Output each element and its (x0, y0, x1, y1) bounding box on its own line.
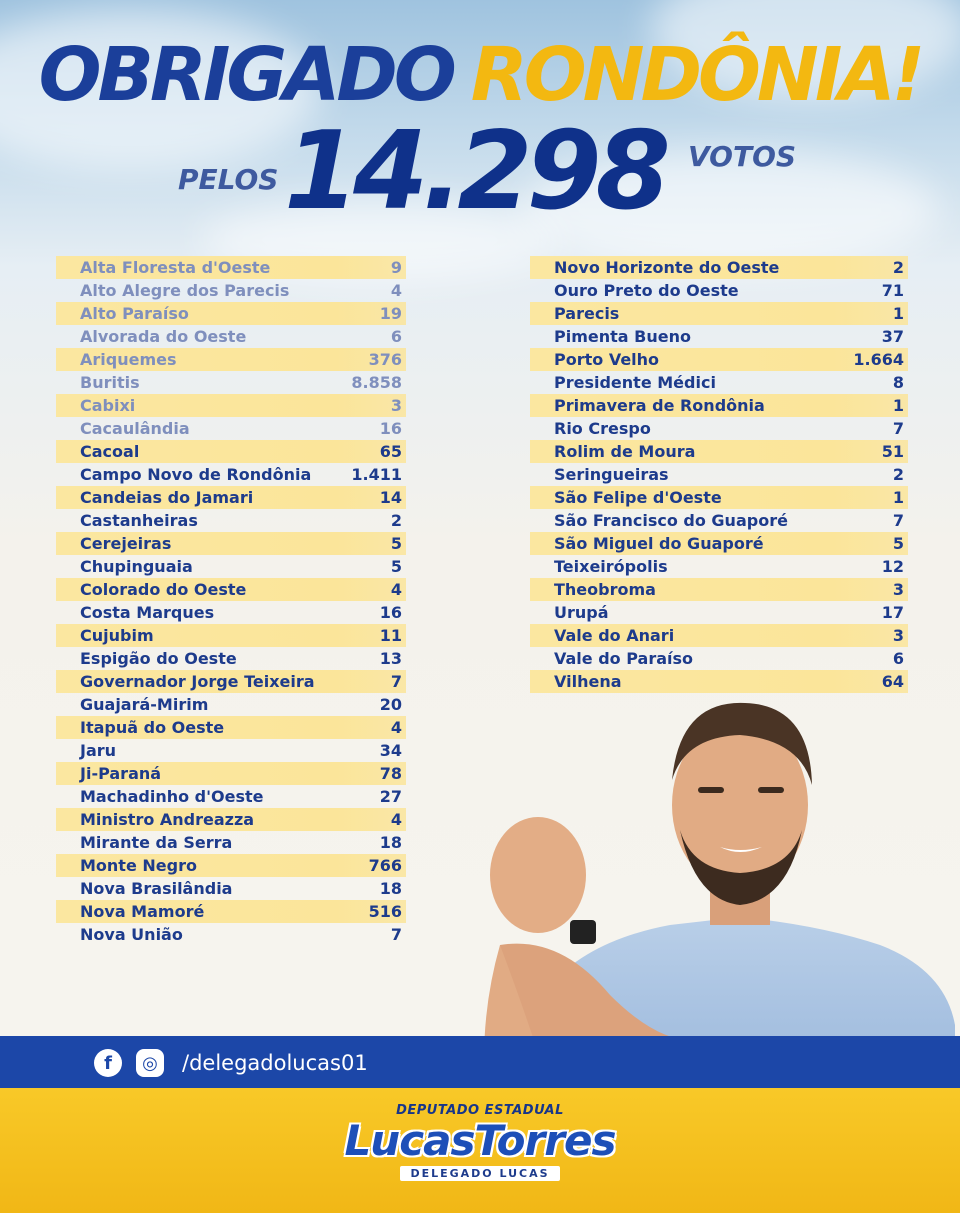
list-item (56, 555, 406, 578)
candidate-logo (330, 1103, 630, 1199)
pelos-label: PELOS (178, 163, 279, 196)
vote-count: 18 (379, 833, 402, 852)
city-name: Ouro Preto do Oeste (554, 281, 739, 300)
list-item (56, 601, 406, 624)
vote-count: 64 (881, 672, 904, 691)
city-name: Itapuã do Oeste (80, 718, 225, 737)
city-name: São Felipe d'Oeste (554, 488, 722, 507)
vote-count: 7 (892, 419, 904, 438)
city-name: Cujubim (80, 626, 154, 645)
vote-count: 34 (379, 741, 402, 760)
vote-count: 17 (881, 603, 904, 622)
vote-count: 8 (892, 373, 904, 392)
city-name: Castanheiras (80, 511, 198, 530)
list-item (56, 716, 406, 739)
list-item (530, 578, 908, 601)
vote-count: 766 (368, 856, 402, 875)
list-item (56, 762, 406, 785)
city-name: Espigão do Oeste (80, 649, 237, 668)
list-item (530, 371, 908, 394)
list-item (56, 371, 406, 394)
list-item (530, 325, 908, 348)
city-name: Alvorada do Oeste (80, 327, 247, 346)
vote-count: 7 (390, 672, 402, 691)
city-name: Nova União (80, 925, 183, 944)
vote-count: 1 (892, 488, 904, 507)
vote-count: 1 (892, 396, 904, 415)
list-item (56, 394, 406, 417)
vote-count: 18 (379, 879, 402, 898)
city-name: Monte Negro (80, 856, 197, 875)
vote-count: 14 (379, 488, 402, 507)
list-item (56, 739, 406, 762)
city-name: Cacoal (80, 442, 140, 461)
vote-count: 1 (892, 304, 904, 323)
city-name: Alto Paraíso (80, 304, 189, 323)
city-name: Candeias do Jamari (80, 488, 254, 507)
list-item (56, 785, 406, 808)
city-name: Cabixi (80, 396, 136, 415)
votes-list-right (530, 256, 908, 693)
logo-name: LucasTorres (344, 1116, 616, 1165)
city-name: São Miguel do Guaporé (554, 534, 764, 553)
city-name: Jaru (80, 741, 117, 760)
list-item (530, 601, 908, 624)
vote-count: 5 (892, 534, 904, 553)
vote-count: 4 (390, 281, 402, 300)
vote-count: 65 (379, 442, 402, 461)
vote-total: 14.298 (284, 109, 665, 234)
list-item (530, 348, 908, 371)
vote-count: 3 (892, 626, 904, 645)
city-name: Ministro Andreazza (80, 810, 255, 829)
vote-count: 2 (390, 511, 402, 530)
list-item (530, 532, 908, 555)
city-name: Ji-Paraná (80, 764, 162, 783)
headline-rondonia: RONDÔNIA! (470, 32, 922, 118)
votos-label: VOTOS (688, 140, 797, 173)
list-item (530, 509, 908, 532)
list-item (56, 854, 406, 877)
city-name: Pimenta Bueno (554, 327, 691, 346)
city-name: Machadinho d'Oeste (80, 787, 264, 806)
social-links (94, 1049, 368, 1077)
city-name: Porto Velho (554, 350, 660, 369)
list-item (56, 532, 406, 555)
vote-count: 6 (390, 327, 402, 346)
instagram-icon[interactable]: ◎ (136, 1049, 164, 1077)
city-name: Mirante da Serra (80, 833, 233, 852)
vote-count: 20 (379, 695, 402, 714)
city-name: Costa Marques (80, 603, 215, 622)
vote-count: 376 (368, 350, 402, 369)
vote-count: 51 (881, 442, 904, 461)
logo-nickname: DELEGADO LUCAS (400, 1166, 559, 1181)
city-name: Rio Crespo (554, 419, 651, 438)
vote-count: 16 (379, 419, 402, 438)
city-name: Nova Brasilândia (80, 879, 233, 898)
vote-count: 3 (892, 580, 904, 599)
list-item (530, 647, 908, 670)
city-name: Campo Novo de Rondônia (80, 465, 312, 484)
list-item (56, 256, 406, 279)
list-item (56, 900, 406, 923)
list-item (530, 440, 908, 463)
list-item (56, 417, 406, 440)
votes-list-left (56, 256, 406, 946)
vote-count: 4 (390, 810, 402, 829)
list-item (530, 624, 908, 647)
vote-count: 4 (390, 580, 402, 599)
list-item (530, 486, 908, 509)
list-item (56, 279, 406, 302)
city-name: Alto Alegre dos Parecis (80, 281, 290, 300)
vote-count: 3 (390, 396, 402, 415)
list-item (56, 647, 406, 670)
vote-count: 19 (379, 304, 402, 323)
list-item (530, 463, 908, 486)
vote-count: 5 (390, 534, 402, 553)
vote-count: 71 (881, 281, 904, 300)
city-name: Theobroma (554, 580, 656, 599)
vote-count: 516 (368, 902, 402, 921)
city-name: Parecis (554, 304, 620, 323)
list-item (530, 279, 908, 302)
list-item (56, 877, 406, 900)
logo-role: DEPUTADO ESTADUAL (396, 1103, 564, 1118)
vote-count: 11 (379, 626, 402, 645)
vote-count: 7 (390, 925, 402, 944)
list-item (56, 348, 406, 371)
list-item (56, 509, 406, 532)
list-item (530, 302, 908, 325)
city-name: Cacaulândia (80, 419, 190, 438)
headline-obrigado: OBRIGADO (38, 32, 453, 118)
city-name: Cerejeiras (80, 534, 172, 553)
city-name: Guajará-Mirim (80, 695, 209, 714)
vote-count: 6 (892, 649, 904, 668)
vote-count: 78 (379, 764, 402, 783)
vote-count: 9 (390, 258, 402, 277)
list-item (56, 670, 406, 693)
headline (0, 32, 960, 118)
list-item (530, 394, 908, 417)
vote-count: 4 (390, 718, 402, 737)
city-name: Vilhena (554, 672, 622, 691)
vote-count: 2 (892, 258, 904, 277)
vote-count: 13 (379, 649, 402, 668)
vote-count: 8.858 (351, 373, 402, 392)
candidate-photo (440, 695, 955, 1090)
city-name: Ariquemes (80, 350, 177, 369)
list-item (530, 555, 908, 578)
list-item (56, 463, 406, 486)
list-item (56, 624, 406, 647)
city-name: Presidente Médici (554, 373, 716, 392)
list-item (530, 256, 908, 279)
list-item (56, 693, 406, 716)
list-item (530, 670, 908, 693)
vote-total-line (0, 109, 960, 234)
list-item (56, 325, 406, 348)
list-item (56, 578, 406, 601)
vote-count: 27 (379, 787, 402, 806)
list-item (530, 417, 908, 440)
vote-count: 1.411 (351, 465, 402, 484)
vote-count: 16 (379, 603, 402, 622)
list-item (56, 923, 406, 946)
vote-count: 1.664 (853, 350, 904, 369)
city-name: Buritis (80, 373, 140, 392)
city-name: Nova Mamoré (80, 902, 205, 921)
city-name: Chupinguaia (80, 557, 193, 576)
city-name: Rolim de Moura (554, 442, 696, 461)
city-name: Urupá (554, 603, 609, 622)
vote-count: 37 (881, 327, 904, 346)
city-name: Colorado do Oeste (80, 580, 247, 599)
list-item (56, 831, 406, 854)
city-name: Vale do Anari (554, 626, 675, 645)
city-name: Vale do Paraíso (554, 649, 694, 668)
vote-count: 7 (892, 511, 904, 530)
social-handle[interactable]: /delegadolucas01 (182, 1051, 368, 1075)
city-name: São Francisco do Guaporé (554, 511, 788, 530)
vote-count: 12 (881, 557, 904, 576)
list-item (56, 486, 406, 509)
list-item (56, 302, 406, 325)
city-name: Seringueiras (554, 465, 669, 484)
vote-count: 2 (892, 465, 904, 484)
city-name: Primavera de Rondônia (554, 396, 765, 415)
city-name: Governador Jorge Teixeira (80, 672, 315, 691)
list-item (56, 440, 406, 463)
list-item (56, 808, 406, 831)
vote-count: 5 (390, 557, 402, 576)
city-name: Novo Horizonte do Oeste (554, 258, 780, 277)
facebook-icon[interactable]: f (94, 1049, 122, 1077)
city-name: Alta Floresta d'Oeste (80, 258, 271, 277)
city-name: Teixeirópolis (554, 557, 668, 576)
